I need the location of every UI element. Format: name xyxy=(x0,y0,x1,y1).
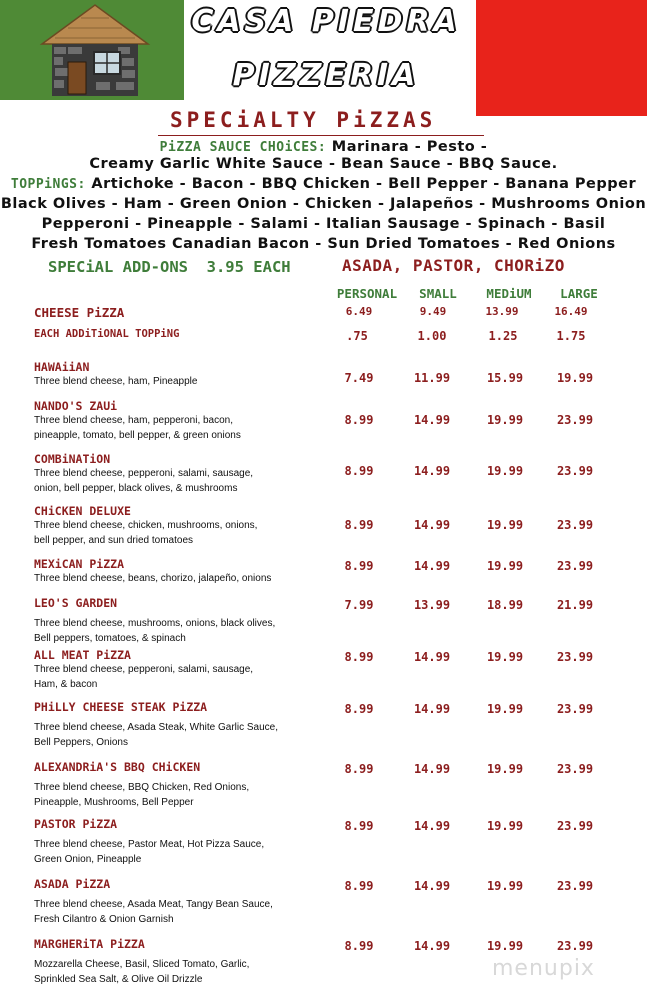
price-personal: 8.99 xyxy=(344,819,374,833)
price-medium: 19.99 xyxy=(486,879,524,893)
sauce-text-1: Marinara - Pesto - xyxy=(331,139,488,155)
price-medium: 19.99 xyxy=(486,559,524,573)
item-description: Three blend cheese, BBQ Chicken, Red Onions, xyxy=(34,782,250,793)
price-small: 14.99 xyxy=(413,650,451,664)
menu-item xyxy=(34,877,334,927)
item-description: Three blend cheese, chicken, mushrooms, onions, xyxy=(34,520,258,531)
col-personal: PERSONAL xyxy=(336,286,398,301)
menu-item xyxy=(34,648,334,692)
special-addons-items: ASADA, PASTOR, CHORiZO xyxy=(342,256,565,275)
item-name: ALEXANDRiA'S BBQ CHiCKEN xyxy=(34,760,201,774)
price-personal: 7.49 xyxy=(344,371,374,385)
price-large: 23.99 xyxy=(556,518,594,532)
item-description: Three blend cheese, Pastor Meat, Hot Pizza Sauce, xyxy=(34,839,265,850)
price-medium: 19.99 xyxy=(486,464,524,478)
item-description: Three blend cheese, beans, chorizo, jalapeño, onions xyxy=(34,573,272,584)
price-small: 14.99 xyxy=(413,559,451,573)
price-personal: 8.99 xyxy=(344,559,374,573)
item-description: Three blend cheese, mushrooms, onions, black olives, xyxy=(34,618,276,629)
price-small: 14.99 xyxy=(413,879,451,893)
price-small: 14.99 xyxy=(413,464,451,478)
item-description: Three blend cheese, ham, pepperoni, bacon, xyxy=(34,415,234,426)
item-name: NANDO'S ZAUi xyxy=(34,399,118,413)
item-description: Ham, & bacon xyxy=(34,679,98,690)
item-description: Sprinkled Sea Salt, & Olive Oil Drizzle xyxy=(34,974,203,985)
price-small: 14.99 xyxy=(413,819,451,833)
menu-item xyxy=(34,937,334,987)
price-medium: 1.25 xyxy=(488,329,518,343)
price-small: 11.99 xyxy=(413,371,451,385)
price-small: 14.99 xyxy=(413,518,451,532)
price-medium: 19.99 xyxy=(486,819,524,833)
price-personal: 7.99 xyxy=(344,598,374,612)
price-personal: 8.99 xyxy=(344,879,374,893)
item-name: CHiCKEN DELUXE xyxy=(34,504,131,518)
price-large: 23.99 xyxy=(556,464,594,478)
price-personal: 8.99 xyxy=(344,762,374,776)
item-description: Fresh Cilantro & Onion Garnish xyxy=(34,914,174,925)
item-name: HAWAiiAN xyxy=(34,360,90,374)
item-name: ALL MEAT PiZZA xyxy=(34,648,131,662)
menu-item xyxy=(34,596,334,646)
menu-item xyxy=(34,700,334,750)
item-name: MEXiCAN PiZZA xyxy=(34,557,125,571)
price-small: 14.99 xyxy=(413,702,451,716)
item-description: Green Onion, Pineapple xyxy=(34,854,142,865)
stone-house-icon xyxy=(0,0,184,100)
menu-item xyxy=(34,452,334,496)
item-description: Three blend cheese, pepperoni, salami, sausage, xyxy=(34,664,254,675)
item-description: Mozzarella Cheese, Basil, Sliced Tomato, Garlic, xyxy=(34,959,250,970)
item-name: ASADA PiZZA xyxy=(34,877,111,891)
price-large: 23.99 xyxy=(556,819,594,833)
item-description: Pineapple, Mushrooms, Bell Pepper xyxy=(34,797,194,808)
sauce-line-2: Creamy Garlic White Sauce - Bean Sauce - BBQ Sauce. xyxy=(89,156,558,172)
price-medium: 19.99 xyxy=(486,939,524,953)
item-name: PASTOR PiZZA xyxy=(34,817,118,831)
price-large: 23.99 xyxy=(556,939,594,953)
red-header-block xyxy=(476,0,647,116)
col-small: SMALL xyxy=(419,286,457,301)
restaurant-subtitle: PIZZERIA xyxy=(232,58,420,93)
item-description: bell pepper, and sun dried tomatoes xyxy=(34,535,193,546)
item-description: onion, bell pepper, black olives, & mushrooms xyxy=(34,483,238,494)
green-header-block xyxy=(0,0,184,100)
price-medium: 15.99 xyxy=(486,371,524,385)
toppings-text-1: Artichoke - Bacon - BBQ Chicken - Bell Pepper - Banana Pepper xyxy=(91,176,637,192)
item-name: CHEESE PiZZA xyxy=(34,305,125,320)
price-medium: 13.99 xyxy=(485,305,519,318)
price-small: 14.99 xyxy=(413,762,451,776)
menu-item xyxy=(34,760,334,810)
menu-item xyxy=(34,504,334,548)
item-description: Three blend cheese, Asada Meat, Tangy Bean Sauce, xyxy=(34,899,273,910)
price-large: 23.99 xyxy=(556,650,594,664)
toppings-line-4: Fresh Tomatoes Canadian Bacon - Sun Dried Tomatoes - Red Onions xyxy=(31,236,616,252)
col-medium: MEDiUM xyxy=(486,286,532,301)
menu-item xyxy=(34,399,334,443)
item-description: pineapple, tomato, bell pepper, & green onions xyxy=(34,430,241,441)
price-personal: 8.99 xyxy=(344,464,374,478)
toppings-line-2: Black Olives - Ham - Green Onion - Chicken - Jalapeños - Mushrooms Onion xyxy=(0,196,647,212)
price-small: 13.99 xyxy=(413,598,451,612)
watermark-logo: menupix xyxy=(492,956,595,981)
price-personal: 8.99 xyxy=(344,650,374,664)
price-large: 21.99 xyxy=(556,598,594,612)
section-title-underline xyxy=(158,135,484,136)
toppings-line-1 xyxy=(0,176,647,192)
price-medium: 19.99 xyxy=(486,702,524,716)
price-small: 1.00 xyxy=(417,329,447,343)
item-description: Three blend cheese, Asada Steak, White Garlic Sauce, xyxy=(34,722,279,733)
price-small: 9.49 xyxy=(419,305,447,318)
price-medium: 19.99 xyxy=(486,518,524,532)
price-large: 23.99 xyxy=(556,702,594,716)
price-medium: 19.99 xyxy=(486,762,524,776)
price-small: 14.99 xyxy=(413,413,451,427)
item-name: PHiLLY CHEESE STEAK PiZZA xyxy=(34,700,208,714)
price-personal: 8.99 xyxy=(344,413,374,427)
price-personal: 8.99 xyxy=(344,702,374,716)
item-description: Bell peppers, tomatoes, & spinach xyxy=(34,633,186,644)
price-large: 16.49 xyxy=(554,305,588,318)
price-large: 23.99 xyxy=(556,762,594,776)
price-personal: 6.49 xyxy=(345,305,373,318)
restaurant-name: CASA PIEDRA xyxy=(191,4,461,39)
item-name: MARGHERiTA PiZZA xyxy=(34,937,145,951)
price-personal: 8.99 xyxy=(344,518,374,532)
menu-item-additional-topping xyxy=(34,328,334,340)
item-description: Bell Peppers, Onions xyxy=(34,737,128,748)
sauce-label: PiZZA SAUCE CHOiCES: xyxy=(159,140,327,155)
price-large: 23.99 xyxy=(556,879,594,893)
sauce-line-1 xyxy=(0,139,647,155)
price-large: 19.99 xyxy=(556,371,594,385)
section-title: SPECiALTY PiZZAS xyxy=(170,108,437,132)
price-large: 23.99 xyxy=(556,413,594,427)
menu-item xyxy=(34,557,334,586)
menu-item xyxy=(34,360,334,389)
toppings-line-3: Pepperoni - Pineapple - Salami - Italian Sausage - Spinach - Basil xyxy=(41,216,606,232)
item-description: Three blend cheese, pepperoni, salami, sausage, xyxy=(34,468,254,479)
special-addons-label: SPECiAL ADD-ONS 3.95 EACH xyxy=(48,258,291,276)
price-small: 14.99 xyxy=(413,939,451,953)
price-medium: 18.99 xyxy=(486,598,524,612)
price-large: 23.99 xyxy=(556,559,594,573)
price-medium: 19.99 xyxy=(486,413,524,427)
price-large: 1.75 xyxy=(556,329,586,343)
toppings-label: TOPPiNGS: xyxy=(10,177,86,192)
price-personal: .75 xyxy=(346,329,368,343)
item-description: Three blend cheese, ham, Pineapple xyxy=(34,376,198,387)
menu-item xyxy=(34,817,334,867)
menu-item-cheese xyxy=(34,305,334,320)
item-name: LEO'S GARDEN xyxy=(34,596,118,610)
price-personal: 8.99 xyxy=(344,939,374,953)
price-medium: 19.99 xyxy=(486,650,524,664)
item-name: COMBiNATiON xyxy=(34,452,111,466)
col-large: LARGE xyxy=(560,286,598,301)
item-name: EACH ADDiTiONAL TOPPiNG xyxy=(34,328,180,340)
